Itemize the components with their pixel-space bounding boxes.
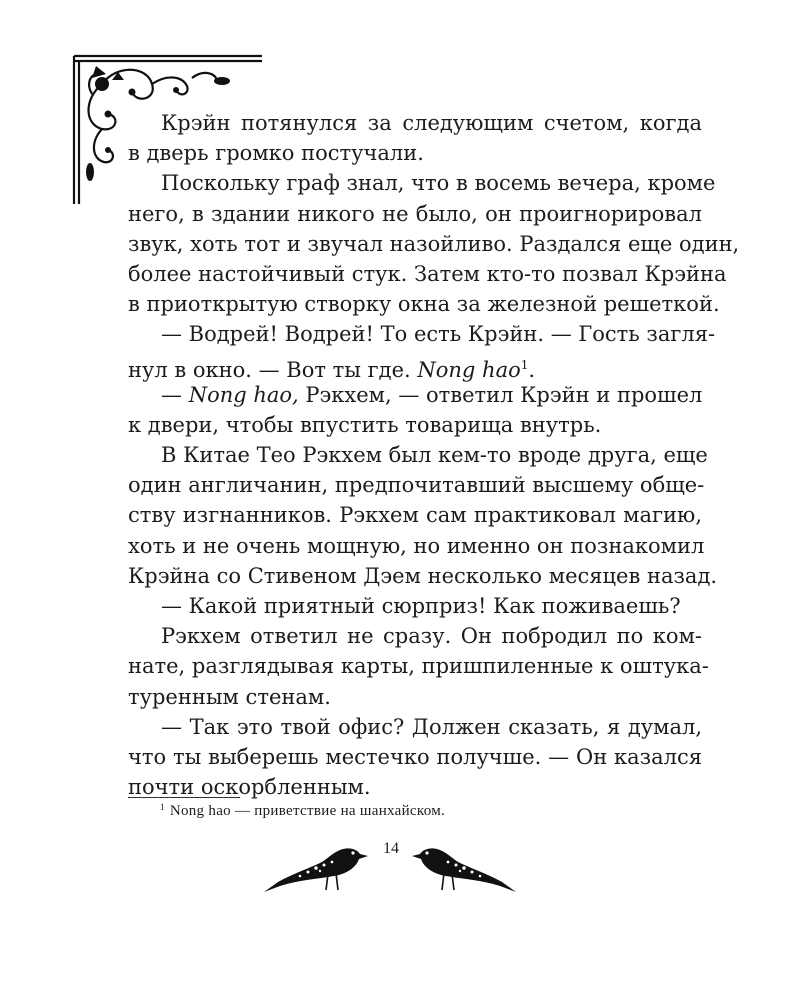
text-line: более настойчивый стук. Затем кто-то позвал Крэйна — [128, 261, 727, 286]
footnote — [160, 802, 445, 820]
paragraph — [128, 380, 702, 440]
text-line: к двери, чтобы впустить товарища внутрь. — [128, 412, 602, 437]
text-line — [128, 380, 702, 410]
paragraph — [128, 108, 702, 168]
text-line: — Водрей! Водрей! То есть Крэйн. — Гость загля- — [161, 322, 716, 347]
text-line: хоть и не очень мощную, но именно он познакомил — [128, 533, 705, 558]
paragraph — [128, 621, 709, 712]
footnote-marker: 1 — [160, 802, 165, 812]
text-line: нате, разглядывая карты, пришпиленные к оштука- — [128, 654, 709, 679]
text-line: что ты выберешь местечко получше. — Он казался — [128, 744, 702, 769]
text-line: звук, хоть тот и звучал назойливо. Раздался еще один, — [128, 231, 740, 256]
text-line: Рэкхем ответил не сразу. Он побродил по ком- — [161, 624, 702, 649]
text-line: В Китае Тео Рэкхем был кем-то вроде друга, еще — [161, 443, 708, 468]
paragraph — [128, 712, 702, 803]
text-line: Крэйна со Стивеном Дэем несколько месяцев назад. — [128, 563, 718, 588]
text-line: ству изгнанников. Рэкхем сам практиковал магию, — [128, 503, 702, 528]
text-line — [128, 350, 702, 380]
text-line: один англичанин, предпочитавший высшему обще- — [128, 473, 705, 498]
italic-term: Nong hao — [417, 357, 521, 382]
text-line: Крэйн потянулся за следующим счетом, когда — [161, 111, 702, 135]
paragraph — [128, 319, 716, 382]
paragraph — [128, 440, 718, 591]
text-span: Рэкхем, — ответил Крэйн и прошел — [298, 382, 703, 407]
body-text — [128, 108, 740, 802]
text-line: туренным стенам. — [128, 684, 331, 709]
paragraph — [128, 591, 702, 621]
footnote-divider — [128, 797, 240, 798]
text-span: нул в окно. — Вот ты где. — [128, 357, 418, 382]
footnote-ref: 1 — [520, 357, 529, 372]
page-number: 14 — [383, 840, 399, 857]
text-line: почти оскорбленным. — [128, 775, 371, 800]
text-line: него, в здании никого не было, он проигнорировал — [128, 201, 702, 226]
text-span: — — [161, 382, 189, 407]
italic-term: Nong hao, — [188, 382, 299, 407]
text-line: в дверь громко постучали. — [128, 141, 424, 166]
text-line: — Так это твой офис? Должен сказать, я думал, — [161, 714, 702, 739]
text-line: — Какой приятный сюрприз! Как поживаешь? — [161, 594, 681, 618]
paragraph — [128, 168, 740, 319]
bird-ornament-icon — [412, 838, 522, 898]
footnote-text: — приветствие на шанхайском. — [234, 803, 446, 819]
bird-ornament-icon — [258, 838, 368, 898]
text-span: . — [528, 357, 536, 382]
footnote-term: Nong hao — [169, 803, 231, 819]
text-line: Поскольку граф знал, что в восемь вечера, кроме — [161, 171, 716, 196]
text-line: в приоткрытую створку окна за железной решеткой. — [128, 292, 720, 317]
